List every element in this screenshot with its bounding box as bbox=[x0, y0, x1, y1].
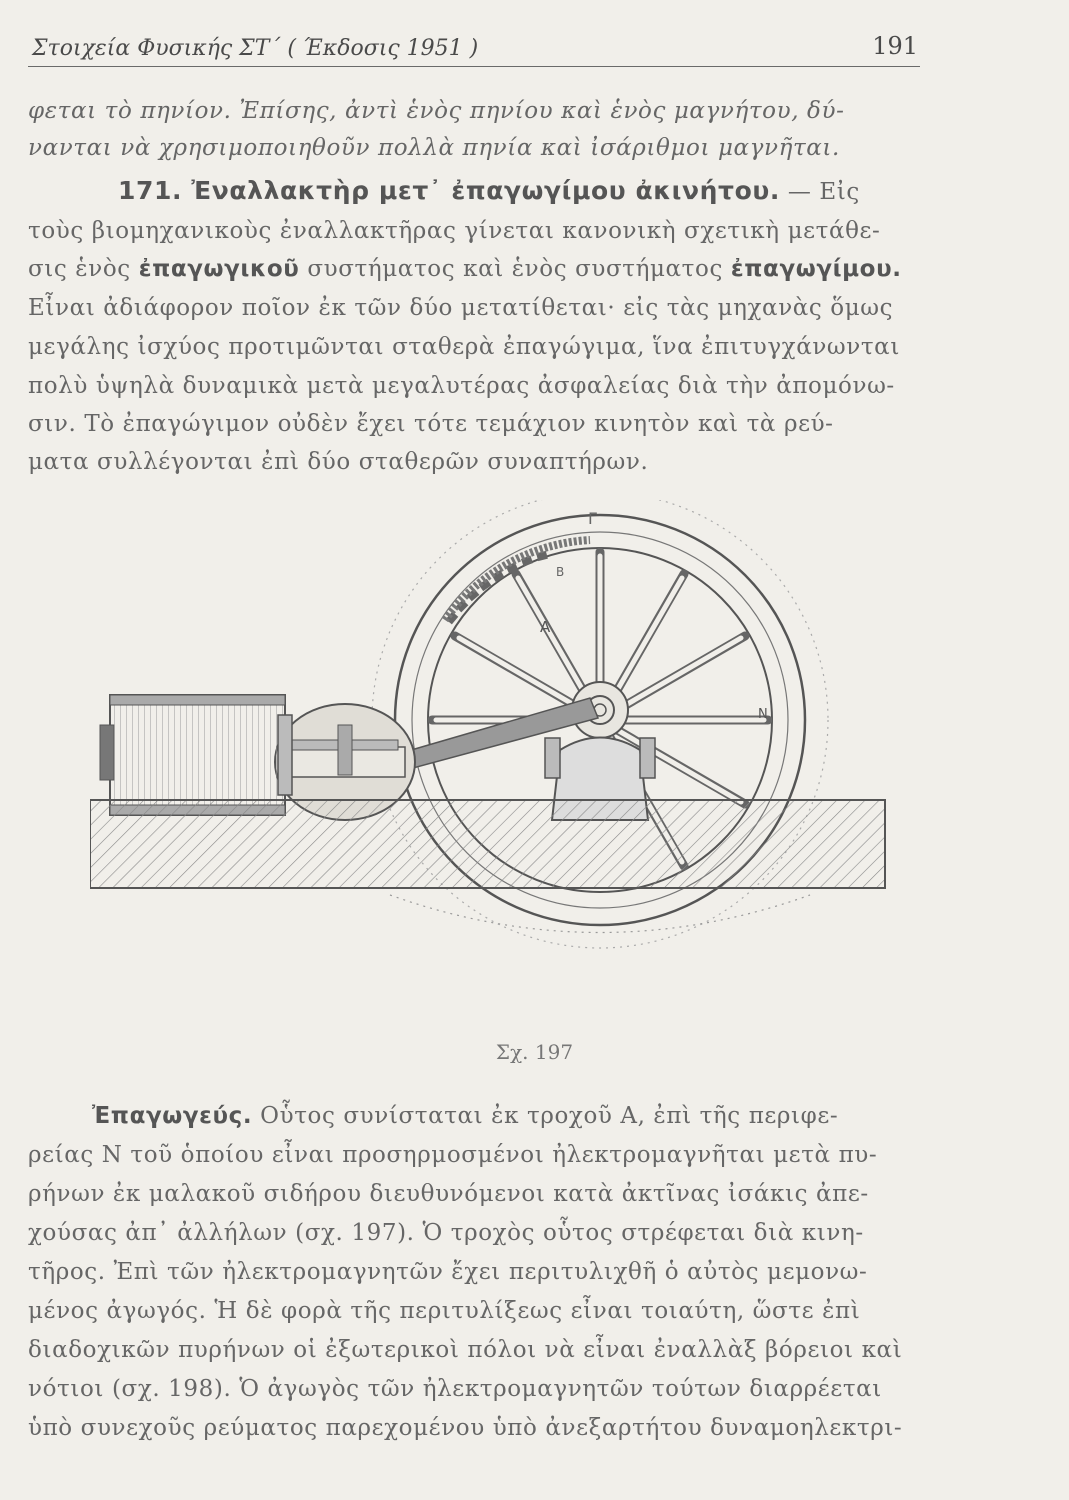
body-line-1 bbox=[92, 1103, 934, 1129]
body-line-1-text: Οὗτος συνίσταται ἐκ τροχοῦ Α, ἐπὶ τῆς περιφε- bbox=[260, 1103, 839, 1129]
intro-line-2: νανται νὰ χρησιμοποιηθοῦν πολλὰ πηνία καὶ ἰσάριθμοι μαγνῆται. bbox=[28, 135, 840, 161]
body-line-7: διαδοχικῶν πυρήνων οἱ ἐξωτερικοὶ πόλοι νὰ εἶναι ἐναλλὰξ βόρειοι καὶ bbox=[28, 1337, 903, 1363]
label-a: A bbox=[540, 618, 551, 636]
drum-coil bbox=[110, 695, 285, 815]
section-line-2-c: συστήματος καὶ ἑνὸς συστήματος bbox=[307, 256, 723, 282]
label-b: B bbox=[556, 565, 565, 579]
section-line-6: σιν. Τὸ ἐπαγώγιμον οὐδὲν ἔχει τότε τεμάχιον κινητὸν καὶ τὰ ρεύ- bbox=[28, 411, 834, 437]
base-plate bbox=[90, 800, 885, 888]
intro-line-1: φεται τὸ πηνίον. Ἐπίσης, ἀντὶ ἑνὸς πηνίου καὶ ἑνὸς μαγνήτου, δύ- bbox=[28, 98, 845, 124]
figure-caption: Σχ. 197 bbox=[495, 1040, 574, 1064]
dotted-lower-arc bbox=[390, 895, 810, 933]
section-heading: 171. Ἐναλλακτὴρ μετ᾽ ἐπαγωγίμου ἀκινήτου. bbox=[118, 176, 780, 205]
electromagnet-poles bbox=[446, 551, 548, 625]
book-title: Στοιχεία Φυσικής ΣΤ΄ ( Έκδοσις 1951 ) bbox=[32, 36, 479, 61]
alternator-figure bbox=[90, 500, 930, 1000]
section-heading-line bbox=[118, 176, 934, 205]
label-n: N bbox=[758, 707, 768, 722]
section-line-2-a: σις ἑνὸς bbox=[28, 256, 131, 282]
label-gamma: Γ bbox=[588, 509, 597, 528]
body-line-3: ρήνων ἐκ μαλακοῦ σιδήρου διευθυνόμενοι κατὰ ἀκτῖνας ἰσάκις ἀπε- bbox=[28, 1181, 869, 1207]
page-header bbox=[28, 32, 920, 67]
section-line-2 bbox=[28, 256, 934, 282]
body-line-8: νότιοι (σχ. 198). Ὁ ἀγωγὸς τῶν ἠλεκτρομαγνητῶν τούτων διαρρέεται bbox=[28, 1376, 882, 1402]
section-line-4: μεγάλης ἰσχύος προτιμῶνται σταθερὰ ἐπαγώγιμα, ἵνα ἐπιτυγχάνωνται bbox=[28, 334, 900, 360]
section-line-1: τοὺς βιομηχανικοὺς ἐναλλακτῆρας γίνεται κανονικὴ σχετικὴ μετάθε- bbox=[28, 218, 881, 244]
body-line-4: χούσας ἀπ᾽ ἀλλήλων (σχ. 197). Ὁ τροχὸς οὗτος στρέφεται διὰ κινη- bbox=[28, 1220, 864, 1246]
term-inducible: ἐπαγωγίμου. bbox=[730, 256, 902, 282]
section-line-5: πολὺ ὑψηλὰ δυναμικὰ μετὰ μεγαλυτέρας ἀσφαλείας διὰ τὴν ἀπομόνω- bbox=[28, 373, 895, 399]
term-inductive: ἐπαγωγικοῦ bbox=[138, 256, 300, 282]
body-line-9: ὑπὸ συνεχοῦς ρεύματος παρεχομένου ὑπὸ ἀνεξαρτήτου δυναμοηλεκτρι- bbox=[28, 1415, 903, 1441]
body-line-6: μένος ἀγωγός. Ἡ δὲ φορὰ τῆς περιτυλίξεως εἶναι τοιαύτη, ὥστε ἐπὶ bbox=[28, 1298, 861, 1324]
section-line-7: ματα συλλέγονται ἐπὶ δύο σταθερῶν συναπτήρων. bbox=[28, 449, 649, 475]
section-line-3: Εἶναι ἀδιάφορον ποῖον ἐκ τῶν δύο μετατίθεται· εἰς τὰς μηχανὰς ὅμως bbox=[28, 295, 894, 321]
body-line-2: ρείας Ν τοῦ ὁποίου εἶναι προσηρμοσμένοι ἠλεκτρομαγνῆται μετὰ πυ- bbox=[28, 1142, 878, 1168]
body-line-5: τῆρος. Ἐπὶ τῶν ἠλεκτρομαγνητῶν ἔχει περιτυλιχθῆ ὁ αὐτὸς μεμονω- bbox=[28, 1259, 868, 1285]
page-number: 191 bbox=[872, 32, 918, 60]
term-inductor: Ἐπαγωγεύς. bbox=[92, 1103, 253, 1129]
section-heading-tail: — Εἰς bbox=[787, 179, 860, 205]
